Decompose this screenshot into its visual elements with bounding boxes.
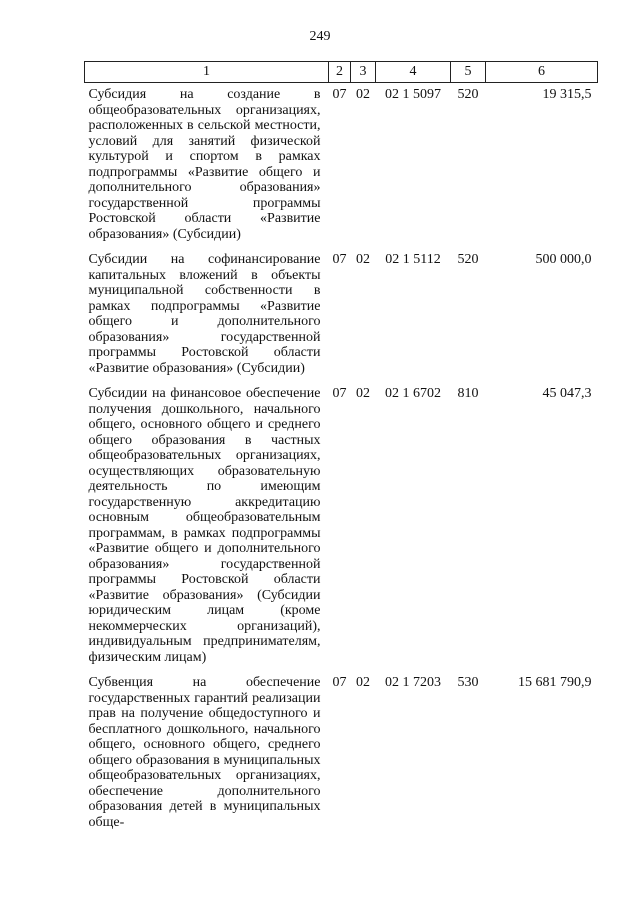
table-row <box>85 675 598 840</box>
row-expense-type: 520 <box>457 252 479 267</box>
row-description: Субвенция на обеспечение государственных гарантий реализации прав на получение общедоступного и бесплатного дошкольного, начального общего, основного общего, среднего общего образования в муниципальных общеобразовательных организациях, обеспечение дополнительного образования детей в муниципальных обще- <box>88 675 321 830</box>
row-section: 07 <box>332 87 347 102</box>
row-target-code: 02 1 5112 <box>385 252 441 267</box>
header-col-section: 2 <box>329 62 351 83</box>
page-number: 249 <box>309 29 331 44</box>
header-col-expense-type: 5 <box>451 62 486 83</box>
row-target-code: 02 1 7203 <box>385 675 441 690</box>
row-subsection: 02 <box>356 675 370 690</box>
row-description: Субсидии на софинансирование капитальных вложений в объекты муниципальной собственности в рамках подпрограммы «Развитие общего и дополнительного образования» государственной программы Ростовской области «Развитие образования» (Субсидии) <box>88 252 321 376</box>
table-row <box>85 386 598 675</box>
row-expense-type: 530 <box>457 675 479 690</box>
header-col-target-code: 4 <box>376 62 451 83</box>
row-section: 07 <box>332 386 347 401</box>
row-description: Субсидия на создание в общеобразовательных организациях, расположенных в сельской местности, условий для занятий физической культурой и спортом в рамках подпрограммы «Развитие общего и дополнительного образования» государственной программы Ростовской области «Развитие образования» (Субсидии) <box>88 87 321 242</box>
row-amount: 19 315,5 <box>542 87 592 102</box>
row-amount: 15 681 790,9 <box>518 675 592 690</box>
row-amount: 500 000,0 <box>535 252 592 267</box>
budget-table <box>84 61 598 840</box>
row-amount: 45 047,3 <box>542 386 592 401</box>
table-header <box>85 62 598 83</box>
table-body <box>85 83 598 841</box>
row-target-code: 02 1 6702 <box>385 386 441 401</box>
row-subsection: 02 <box>356 386 370 401</box>
header-row <box>85 62 598 83</box>
row-subsection: 02 <box>356 252 370 267</box>
table-row <box>85 83 598 253</box>
row-description: Субсидии на финансовое обеспечение получения дошкольного, начального общего, основного общего и среднего общего образования в частных общеобразовательных организациях, осуществляющих образовательную деятельность по имеющим государственную аккредитацию основным общеобразовательным программам, в рамках подпрограммы «Развитие общего и дополнительного образования» государственной программы Ростовской области «Развитие образования» (Субсидии юридическим лицам (кроме некоммерческих организаций), индивидуальным предпринимателям, физическим лицам) <box>88 386 321 665</box>
row-expense-type: 520 <box>457 87 479 102</box>
row-subsection: 02 <box>356 87 370 102</box>
row-expense-type: 810 <box>457 386 479 401</box>
header-col-description: 1 <box>85 62 329 83</box>
row-section: 07 <box>332 252 347 267</box>
row-target-code: 02 1 5097 <box>385 87 441 102</box>
row-section: 07 <box>332 675 347 690</box>
header-col-subsection: 3 <box>351 62 376 83</box>
table-row <box>85 252 598 386</box>
header-col-amount: 6 <box>486 62 598 83</box>
